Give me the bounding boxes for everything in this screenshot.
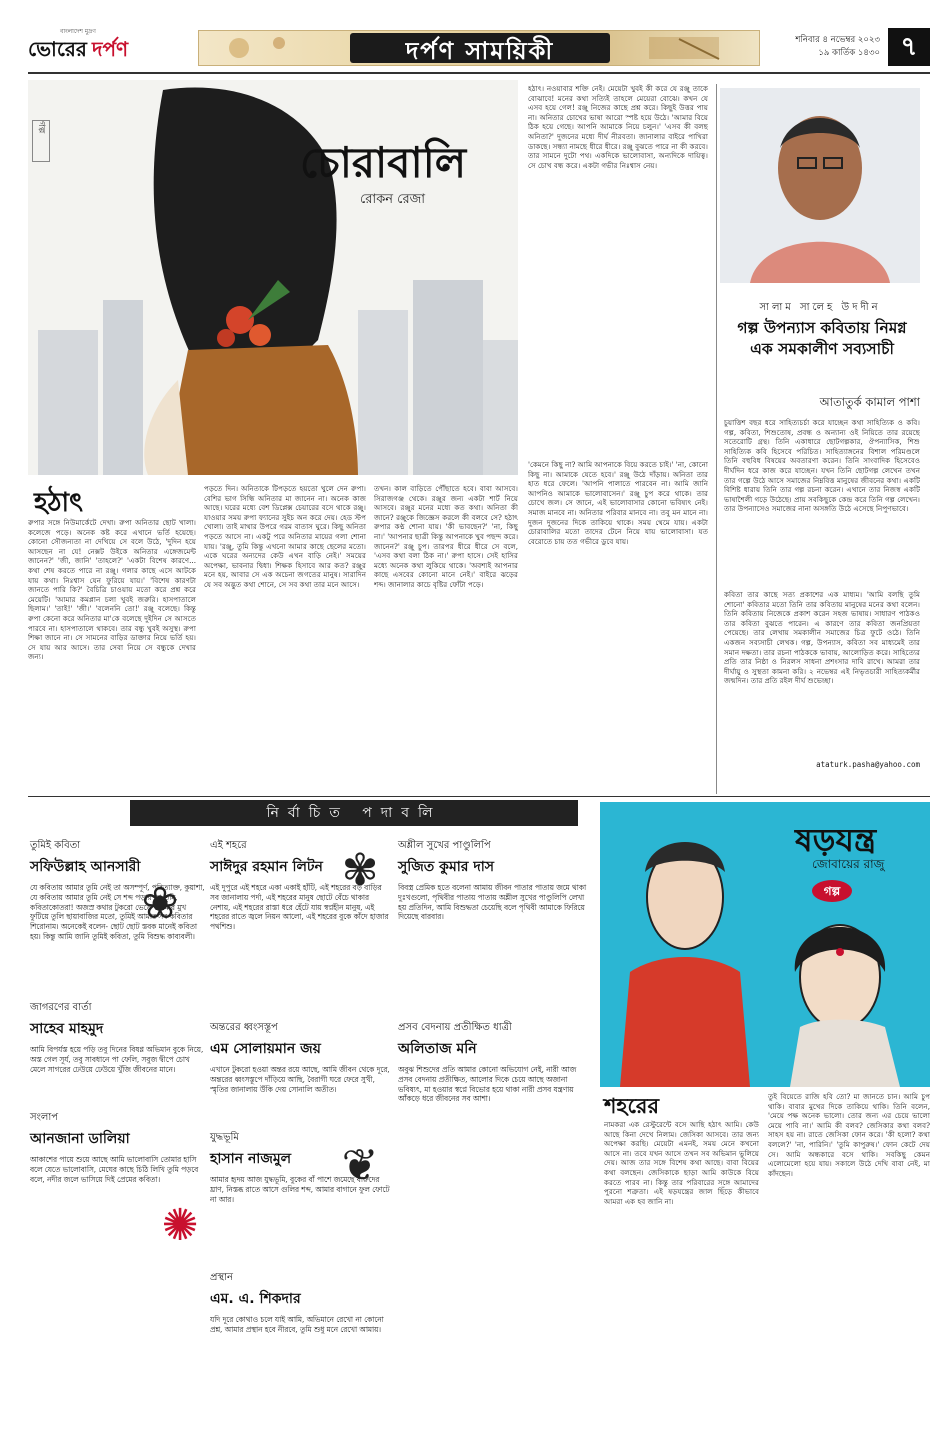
story-column-4-bottom: 'কেমনে কিছু না? আমি আপনাকে বিয়ে করতে চাই।' 'না, কোনো কিছু না। আমাকে যেতে হবে।' রঞ্জু উঠে দাঁড়ায়। অনিতা তার হাত ধরে ফেলে। 'আপনি পালাতে পারবেন না। আমি জানি আপনিও আমাকে ভালোবাসেন।' রঞ্জু চুপ করে থাকে। তার চোখে জল। সে জানে, এই ভালোবাসার কোনো ভবিষ্যৎ নেই। সমাজ মানবে না। অনিতার পরিবার মানবে না। তবু মন মানে না। দুজন দুজনের দিকে তাকিয়ে থাকে। সময় থেমে যায়। একটা চোরাবালির মতো তাদের টেনে নিয়ে যায় ভালোবাসা। যত বেরোতে চায় তত গভীরে ডুবে যায়।: [528, 460, 708, 546]
story-column-2: পড়তে দিন। অনিতাকে টিপড়তে হয়তো খুলে দেন রুপা। বেশির ভাগ সিন্ধি অনিতার মা জানেন না। অনেক কাজ আছে। ঘরের মধ্যে বেশ ডিপ্লেক্স চেয়ারের বসে থাকে রঞ্জু। যাওয়ার সময় রুপা ফ্যানের সুইচ অন করে দেয়। হেড স্টপ খোলা। তাই মাথার উপরে গরম বাতাস ঘুরে। কিছু অনিতা পড়তে আসে না। একটু পরে অনিতার মায়ের গলা শোনা যায়। 'রঞ্জু, তুমি কিন্তু এখনো আমার কাছে ছেলের মতো। একে ঘরের অন্যদের কেউ এখন বাড়ি নেই।' সময়ের অপেক্ষা, ভাবনার দ্বিধা। শিক্ষক হিসাবে আর কত? রঞ্জুর মনে হয়, আবার সে এক অচেনা জগতের মানুষ। সারাদিন যে সব অদ্ভুত কথা শোনে, সে সব কথা তার মনে আসে।: [204, 484, 366, 589]
poem-text: আমি বিপর্যস্ত হয়ে পড়ি তবু দিনের বিষণ্ণ অভিমান বুকে নিয়ে, অস্ত গেল সূর্য, তবু সাবধানে পা ফেলি, সবুজ দ্বীপে চোখ মেলে সাগরের ঢেউয়ে ঢেউয়ে খুঁজি জীবনের মানে।: [30, 1045, 204, 1074]
mandala-ornament-icon: ✾: [341, 845, 379, 896]
story-column-3: তখন। কাল বাড়িতে পৌঁছাতে হবে। বাবা আসবে। সিরাজগঞ্জ থেকে। রঞ্জুর জন্য একটা শার্ট নিয়ে আসবে। রঞ্জুর মনের মধ্যে কত কথা। অনিতা কী জানে? রঞ্জুকে জিজ্ঞেস করলে কী বলবে সে? হঠাৎ রুপার কণ্ঠ শোনা যায়। 'কী ভাবছেন?' 'না, কিছু না।' 'আপনার ছাত্রী কিন্তু আপনাকে খুব পছন্দ করে। জানেন?' রঞ্জু চুপ। তারপর ধীরে ধীরে সে বলে, 'এসব কথা বলা ঠিক না।' রুপা হাসে। সেই হাসির মধ্যে অনেক কথা লুকিয়ে থাকে। 'অবশ্যই আপনার কাছে এসবের কোনো মানে নেই।' বাইরে ঝড়ের শব্দ। জানালার কাচে বৃষ্টির ফোঁটা পড়ে।: [374, 484, 518, 589]
masthead-rule: [28, 72, 930, 74]
second-story-dropcap: শহরের: [604, 1094, 659, 1118]
page-number: ৭: [888, 28, 930, 66]
second-story-author: জোবায়ের রাজু: [812, 857, 885, 871]
poem-title: এই শহরে: [210, 840, 247, 851]
second-story-title: ষড়যন্ত্র: [795, 821, 877, 859]
poem-title: সংলাপ: [30, 1112, 59, 1123]
poem-text: এখানে টুকরো হওয়া অন্তর রয়ে আছে, আমি জীবন থেকে দূরে, অন্তরের ধ্বংসস্তূপে দাঁড়িয়ে আছি, বৈরাগী ঘরে ফেরে সুখী, স্মৃতির জানালায় উঁকি দেয় সোনালি অতীত।: [210, 1065, 390, 1094]
profile-column-2: কবিতা তার কাছে সত্য প্রকাশের এক মাধ্যম। 'আমি বলছি তুমি শোনো' কবিতার মতো তিনি তার কবিতায় মানুষের মনের কথা বলেন। তিনি কবিতায় নিজেকে প্রকাশ করেন সহজ ভাষায়। সাধারণ পাঠকও তার কবিতা বুঝতে পারেন। এ কারণে তার কবিতা জনপ্রিয়তা পেয়েছে। তার লেখায় সমকালীন সমাজের চিত্র ফুটে ওঠে। তিনি একজন সব্যসাচী লেখক। গল্প, উপন্যাস, কবিতা সব মাধ্যমেই তার সমান দক্ষতা। তার রচনা পাঠককে ভাবায়, আলোড়িত করে। সাহিত্যের প্রতি তার নিষ্ঠা ও নিরলস সাধনা প্রশংসার দাবি রাখে। আমরা তার দীর্ঘায়ু ও সুস্থতা কামনা করি। ২ নভেম্বর এই নিভৃতচারী সাহিত্যকর্মীর জন্মদিন। তার প্রতি রইল দীর্ঘ শুভেচ্ছা।: [724, 590, 920, 686]
profile-byline: আতাতুর্ক কামাল পাশা: [819, 395, 920, 409]
floral-ornament-icon: ❀: [141, 878, 179, 929]
date-bangla: ১৯ কার্তিক ১৪৩০: [818, 48, 880, 58]
column-divider: [716, 84, 717, 794]
poem-title: অশ্লীল সুখের পাণ্ডুলিপি: [398, 840, 491, 851]
poet-name: আনজানা ডালিয়া: [30, 1131, 130, 1147]
poem-text: যদি দূরে কোথাও চলে যাই আমি, অভিমানে রেখো না কোনো প্রশ্ন, আমার প্রস্থান হবে নীরবে, তুমি শুধু মনে রেখো আমায়।: [210, 1315, 384, 1334]
poet-name: এম. এ. শিকদার: [210, 1291, 301, 1307]
poem-title: যুদ্ধভূমি: [210, 1132, 239, 1143]
poet-name: সফিউল্লাহ আনসারী: [30, 859, 141, 875]
portrait-illustration: [720, 88, 920, 283]
second-story-genre-tag: গল্প: [812, 880, 852, 902]
logo-tagline: বাংলাদেশ মুদ্রণ: [60, 28, 96, 35]
poem-text: এই দুপুরে এই শহরে একা একাই হাঁটি, এই শহরের বড় বাড়ির সব জানালায় পর্দা, এই শহরের মানুষ ছোটে বেঁচে থাকার নেশায়, এই শহরের রাস্তা ধরে হেঁটে যায় স্বপ্নহীন মানুষ, এই শহরের রাতে জ্বলে নিয়ন আলো, এই শহরের বুকে কাঁদে হাজার পথশিশু।: [210, 883, 389, 932]
leaf-ornament-icon: ❦: [341, 1140, 379, 1191]
second-story-column-1: নামকরা এক রেস্টুরেন্টে বসে আছি হঠাৎ আমি। কেউ আছে কিনা দেখে নিলাম। জেসিকা আসবে। তার জন্য অপেক্ষা করছি। মেয়েটা এমনই, সময় মেনে কখনো আসে না। তবে যখন আসে তখন সব অভিমান ভুলিয়ে দেয়। আজ তার সঙ্গে বিশেষ কথা আছে। বাবা বিয়ের কথা বলছেন। জেসিকাকে ছাড়া আমি কাউকে বিয়ে করতে পারব না। কিন্তু তার পরিবারের সঙ্গে আমাদের পুরনো শত্রুতা। এই ষড়যন্ত্রের জাল ছিঁড়ে কীভাবে আমরা এক হব জানি না।: [604, 1120, 759, 1206]
poem-block: [398, 1020, 588, 1320]
author-photo: [720, 88, 920, 283]
story-title: চোরাবালি: [300, 138, 467, 187]
poem-block: [210, 1020, 390, 1120]
poet-name: হাসান নাজমুল: [210, 1151, 292, 1167]
logo-word-1: ভোরের: [28, 37, 87, 61]
author-email-link[interactable]: ataturk.pasha@yahoo.com: [816, 760, 920, 769]
poem-title: তুমিই কবিতা: [30, 840, 81, 851]
story-column-1: রুপার সঙ্গে নিউমার্কেটে দেখা। রুপা অনিতার ছোট খালা। কলেজে পড়ে। অনেক কষ্ট করে এখানে ভর্তি হয়েছে। কোনো সৌজন্যতা না দেখিয়ে সে বলে উঠে, 'দুদিন হয়ে আসছেন না যে! নেক্সট উইকে অনিতার এঙ্গেজমেন্ট জানেন?' 'জী, জানি' 'তাহলে?' 'একটা বিশেষ কারণে... কথা শেষ করতে পারে না রঞ্জু। গলার কাছে এসে আটকে যায় কথা। নিঃশ্বাস যেন ফুরিয়ে যায়।' 'বিশেষ কারণটা জানতে পারি কি?' বৈচিত্রি চাওয়ায় মতো করে প্রশ্ন করে মেয়েটি। 'আমার কমপ্লান চলা খুবই জরুরি। হাসপাতালে ছিলাম।' 'তাই!' 'জী।' 'বলেননি তো!' রঞ্জু বলেছে। কিন্তু রুপা কেনো করে অনিতার মা'কে বলেছে দুইদিন সে আসতে পারবে না। হাসপাতালে থাকবে। তার বন্ধু খুবই অসুস্থ। রুপা শিক্ষা জানে না। সে সামনের বাড়ির ডাক্তার নিয়ে ভর্তি হয়। সে যায় আর আসে। তার সেবা নিয়ে সে বন্ধুকে দেখার জন্য।: [28, 518, 196, 662]
profile-headline: [724, 318, 920, 388]
poem-text: অবুঝ শিশুদের প্রতি আমার কোনো অভিযোগ নেই, নারী আজ প্রসব বেদনায় প্রতীক্ষিত, আলোর দিকে চেয়ে আছে অজানা ভবিষ্যৎ, মা হওয়ার স্বপ্নে বিভোর হয়ে থাকা নারী প্রসব যন্ত্রণায় আঁকড়ে ধরে জীবনের সব আশা।: [398, 1065, 577, 1104]
story-dropcap: হঠাৎ: [34, 488, 83, 518]
profile-subject-name: সালাম সালেহ উদদীন: [759, 302, 881, 313]
masthead: [0, 0, 945, 74]
poet-name: অলিতাজ মনি: [398, 1041, 477, 1057]
poem-title: প্রসব বেদনায় প্রতীক্ষিত ধাত্রী: [398, 1022, 512, 1033]
poem-block: [30, 1000, 205, 1100]
story-genre-tag: গল্প: [32, 120, 50, 162]
poet-name: সাঈদুর রহমান লিটন: [210, 859, 323, 875]
issue-date: [770, 34, 880, 64]
poet-name: সুজিত কুমার দাস: [398, 859, 495, 875]
poem-title: প্রস্থান: [210, 1272, 233, 1283]
poem-text: আকাশের পায়ে শুয়ে আছে আমি ভালোবাসি তোমার হাসি বলে যেতে ভালোবাসি, মেঘের কাছে চিঠি লিখি তুমি পড়বে বলে, নদীর জলে ভাসিয়ে দিই প্রেমের কবিতা।: [30, 1155, 199, 1184]
newspaper-logo[interactable]: [28, 28, 188, 60]
poem-block: [210, 1270, 390, 1390]
section-divider: [28, 796, 930, 797]
story-author: রোকন রেজা: [360, 192, 426, 207]
date-gregorian: শনিবার ৪ নভেম্বর ২০২৩: [795, 35, 880, 45]
profile-column-1: চুয়াত্তিশ বছর ধরে সাহিত্যচর্চা করে যাচ্ছেন কথা সাহিত্যিক ও কবি। গল্প, কবিতা, শিশুতোষ, প্রবন্ধ ও অন্যান্য ওই নিয়িতে তার রয়েছে সতেরোটি গ্রন্থ। তিনি একাধারে ছোটগল্পকার, ঔপন্যাসিক, শিশু সাহিত্যিক কবি হিসেবে পরিচিত। সাহিত্যাঙ্গনের বিশাল পরিমণ্ডলে তিনি বহুবিধ বিষয়ের অবতারণা করেন। তিনি সাংবাদিক হিসেবেও দীর্ঘদিন ধরে কাজ করে যাচ্ছেন। যখন তিনি ছোটগল্প লেখেন তখন তার গল্পে উঠে আসে সমাজের নিম্নবিত্ত মানুষের জীবনের কথা। একটি বিশিষ্ট ধারায় তিনি তার গল্প রচনা করেন। এখানে তার নিজস্ব একটি ভাষাশৈলী গড়ে উঠেছে। প্রায় সবকিছুকে কেন্দ্র করে তিনি গল্প লেখেন। তার উপন্যাসেও সমাজের নানা অসঙ্গতি উঠে এসেছে নিপুণভাবে।: [724, 418, 920, 514]
poem-text: আমার হৃদয় আজ যুদ্ধভূমি, বুকের বাঁ পাশে জমেছে বারুদের ঘ্রাণ, নিস্তব্ধ রাতে আসে গুলির শব্দ, আমার বাগানে ফুল ফোটে না আর।: [210, 1175, 390, 1204]
second-story-column-2: তুই বিয়েতে রাজি হবি তো? মা জানতে চান। আমি চুপ থাকি। বাবার মুখের দিকে তাকিয়ে থাকি। তিনি বলেন, 'মেয়ে পক্ষ অনেক ভালো। তোর জন্য এর চেয়ে ভালো মেয়ে পাবি না।' আমি কী বলব? জেসিকার কথা বলব? সাহস হয় না। রাতে জেসিকা ফোন করে। 'কী হলো? কথা বললে?' 'না, পারিনি।' 'তুমি কাপুরুষ।' ফোন কেটে দেয় সে। আমি অন্ধকারে বসে থাকি। সবকিছু কেমন এলোমেলো হয়ে যায়। সকালে উঠে দেখি বাবা নেই, মা কাঁদছেন।: [768, 1092, 930, 1178]
poem-title: জাগরণের বার্তা: [30, 1002, 92, 1013]
section-title: দর্পণ সাময়িকী: [350, 33, 610, 63]
headline-line-1: গল্প উপন্যাস কবিতায় নিমগ্ন: [737, 319, 907, 337]
poet-name: সাহেব মাহমুদ: [30, 1021, 104, 1037]
poem-title: অন্তরের ধ্বংসস্তূপ: [210, 1022, 278, 1033]
poems-section-header: নির্বাচিত পদাবলি: [130, 800, 578, 826]
headline-line-2: এক সমকালীণ সব্যসাচী: [750, 340, 894, 358]
poem-block: [398, 838, 588, 1008]
poem-text: যে কবিতায় আমার তুমি নেই তা অসম্পূর্ণ, পরিত্যাক্ত, কুয়াশা, যে কবিতায় আমার তুমি নেই সে শব্দ পড়ার তা তুমি, কবিতাকোতরা! অজস্র কথার টুকরো ভেঙে তোমার মুখ ফুটিয়ে তুলি ছায়াবাজির মতো, তুমিই আমার সব কবিতার শিরোনাম। অনেকেই বলেন- ছোট ছোট স্তবক মানেই কবিতা হয়। কিন্তু আমি জানি তুমিই কবিতা, তুমি বিশুদ্ধ কাব্যবলী।: [30, 883, 205, 941]
poet-name: এম সোলায়মান জয়: [210, 1041, 321, 1057]
story-column-4-top: হঠাৎ। নওয়াবার শক্তি নেই। মেয়েটা খুবই কী করে যে রঞ্জু তাকে বোঝাবে! মনের কথা সত্যিই তাহলে মেয়েরা বোঝে। কখন যে এসব হয়ে গেল! রঞ্জু নিজের কাছে প্রশ্ন করে। কিছুই উত্তর পায় না। অনিতার চোখের ভাষা আরো স্পষ্ট হয়ে উঠে। 'আমার বিয়ে ঠিক হয়ে গেছে। আপনি আমাকে নিয়ে চলুন।' 'এসব কী বলছ অনিতা?' দুজনের মধ্যে দীর্ঘ নীরবতা। জানালার বাইরে পাখিরা ডাকছে। সন্ধ্যা নামছে ধীরে ধীরে। রঞ্জু বুঝতে পারে না কী করবে। তার সামনে দুটো পথ। একদিকে ভালোবাসা, অন্যদিকে দায়িত্ব। সে চোখ বন্ধ করে। একটা গভীর নিঃশ্বাস নেয়।: [528, 84, 708, 170]
poem-text: বিবস্ত্র প্রেমিক হতে বলেনা আমায় জীবন পাতার পাতায় জমে থাকা দুঃখগুলো, পৃথিবীর পাতায় পাতায় অশ্লীল সুখের পাণ্ডুলিপি লেখা হয় প্রতিদিন, আমি বিশুদ্ধতা চেয়েছি বলে পৃথিবী আমাকে ফিরিয়ে দিয়েছে বারবার।: [398, 883, 587, 922]
logo-word-2: দর্পণ: [91, 37, 129, 61]
rosette-ornament-icon: ✺: [161, 1200, 199, 1251]
